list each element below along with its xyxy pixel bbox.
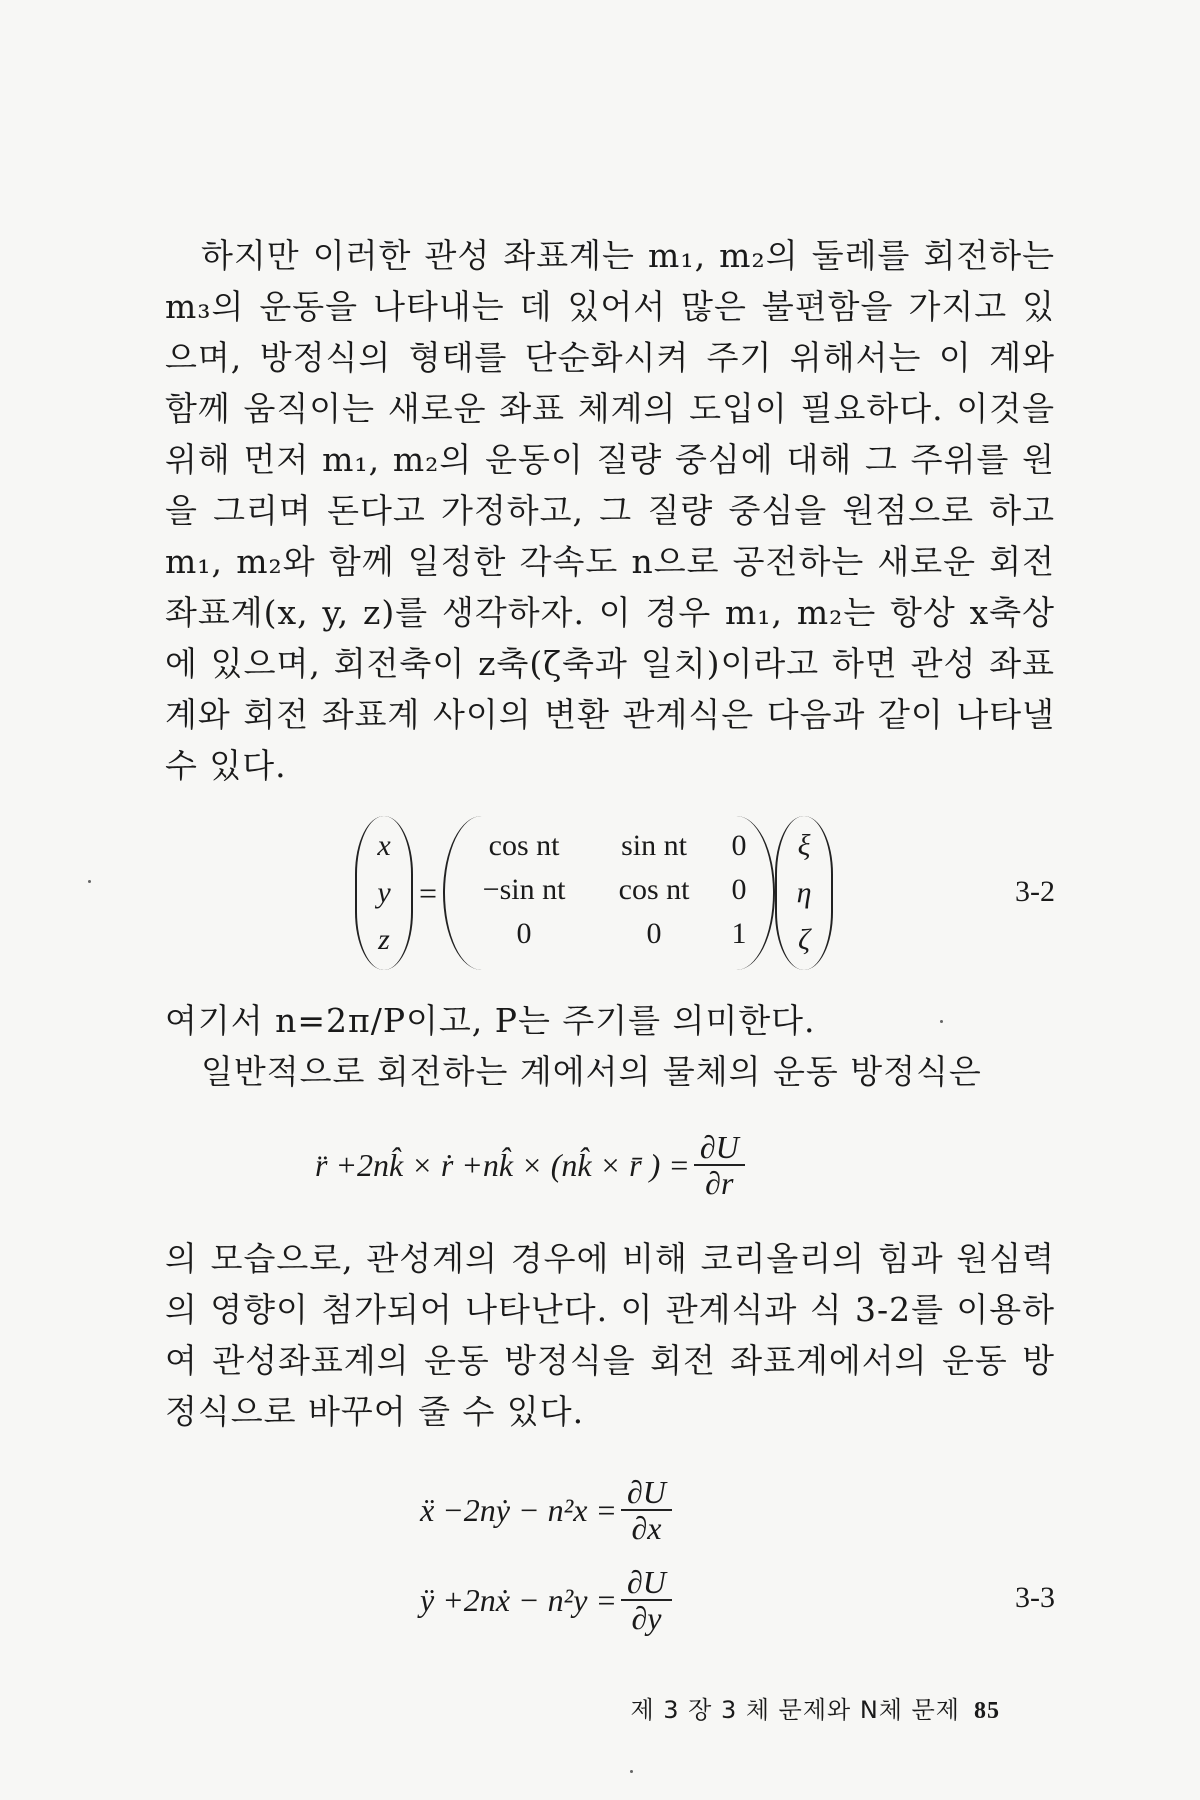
fraction [621, 1475, 672, 1545]
fraction [694, 1130, 745, 1200]
rotation-matrix [443, 816, 775, 970]
vector-cell: y [377, 876, 391, 909]
equation-lhs: ẍ −2nẏ − n²x = [420, 1491, 617, 1528]
matrix-cell: cos nt [488, 829, 560, 862]
paragraph-period-definition: 여기서 n=2π/P이고, P는 주기를 의미한다. [165, 1001, 816, 1040]
scan-speck [630, 1770, 633, 1773]
fraction-denominator: ∂x [631, 1510, 662, 1546]
page-number: 85 [974, 1698, 1000, 1724]
equation-motion-rotating [165, 1119, 1055, 1211]
matrix-cell: 0 [731, 873, 747, 906]
fraction [621, 1565, 672, 1635]
vector-cell: ξ [797, 829, 811, 862]
scan-speck [88, 880, 91, 883]
matrix-equation [165, 813, 1055, 973]
matrix-cell: cos nt [618, 873, 690, 906]
matrix-cell: 0 [731, 829, 747, 862]
page-body [165, 230, 1055, 1677]
equation-lhs: r̈ +2nk̂ × ṙ +nk̂ × (nk̂ × r̄ ) = [315, 1146, 690, 1183]
matrix-cell: 0 [646, 917, 662, 950]
equation-3-2 [165, 813, 1055, 973]
vector-cell: η [796, 876, 812, 909]
fraction-numerator: ∂U [621, 1475, 672, 1511]
scan-speck [940, 1020, 943, 1023]
vector-xyz [355, 816, 413, 970]
chapter-title: 제 3 장 3 체 문제와 N체 문제 [630, 1696, 960, 1724]
paragraph-rotating-frame-intro: 하지만 이러한 관성 좌표계는 m₁, m₂의 둘레를 회전하는 m₃의 운동을 나타내는 데 있어서 많은 불편함을 가지고 있으며, 방정식의 형태를 단순화시켜 주기 위해서는 이 계와 함께 움직이는 새로운 좌표 체계의 도입이 필요하다. 이것을 위해 먼저 m₁, m₂의 운동이 질량 중심에 대해 그 주위를 원을 그리며 돈다고 가정하고, 그 질량 중심을 원점으로 하고 m₁, m₂와 함께 일정한 각속도 n으로 공전하는 새로운 회전 좌표계(x, y, z)를 생각하자. 이 경우 m₁, m₂는 항상 x축상에 있으며, 회전축이 z축(ζ축과 일치)이라고 하면 관성 좌표계와 회전 좌표계 사이의 변환 관계식은 다음과 같이 나타낼 수 있다. [165, 236, 1055, 785]
vector-cell: z [378, 923, 390, 956]
page-footer [600, 1690, 1000, 1725]
matrix-cell: 0 [516, 917, 532, 950]
fraction-numerator: ∂U [621, 1565, 672, 1601]
matrix-cell: 1 [731, 917, 747, 950]
equation-lhs: ÿ +2nẋ − n²y = [420, 1581, 617, 1618]
fraction-numerator: ∂U [694, 1130, 745, 1166]
matrix-cell: sin nt [621, 829, 687, 862]
equation-number: 3-2 [1015, 875, 1055, 908]
fraction-denominator: ∂r [705, 1165, 734, 1201]
matrix-cell: −sin nt [482, 873, 566, 906]
equals-sign: = [419, 874, 438, 911]
fraction-denominator: ∂y [631, 1600, 662, 1636]
paragraph-general-motion: 일반적으로 회전하는 계에서의 물체의 운동 방정식은 [201, 1052, 982, 1091]
equation-3-3 [165, 1465, 1055, 1655]
vector-cell: x [377, 829, 391, 862]
paragraph-coriolis: 의 모습으로, 관성계의 경우에 비해 코리올리의 힘과 원심력의 영향이 첨가되어 나타난다. 이 관계식과 식 3-2를 이용하여 관성좌표계의 운동 방정식을 회전 좌표계에서의 운동 방정식으로 바꾸어 줄 수 있다. [165, 1239, 1055, 1431]
vector-xi-eta-zeta [775, 816, 833, 970]
vector-cell: ζ [797, 923, 811, 956]
equation-number: 3-3 [1015, 1581, 1055, 1614]
